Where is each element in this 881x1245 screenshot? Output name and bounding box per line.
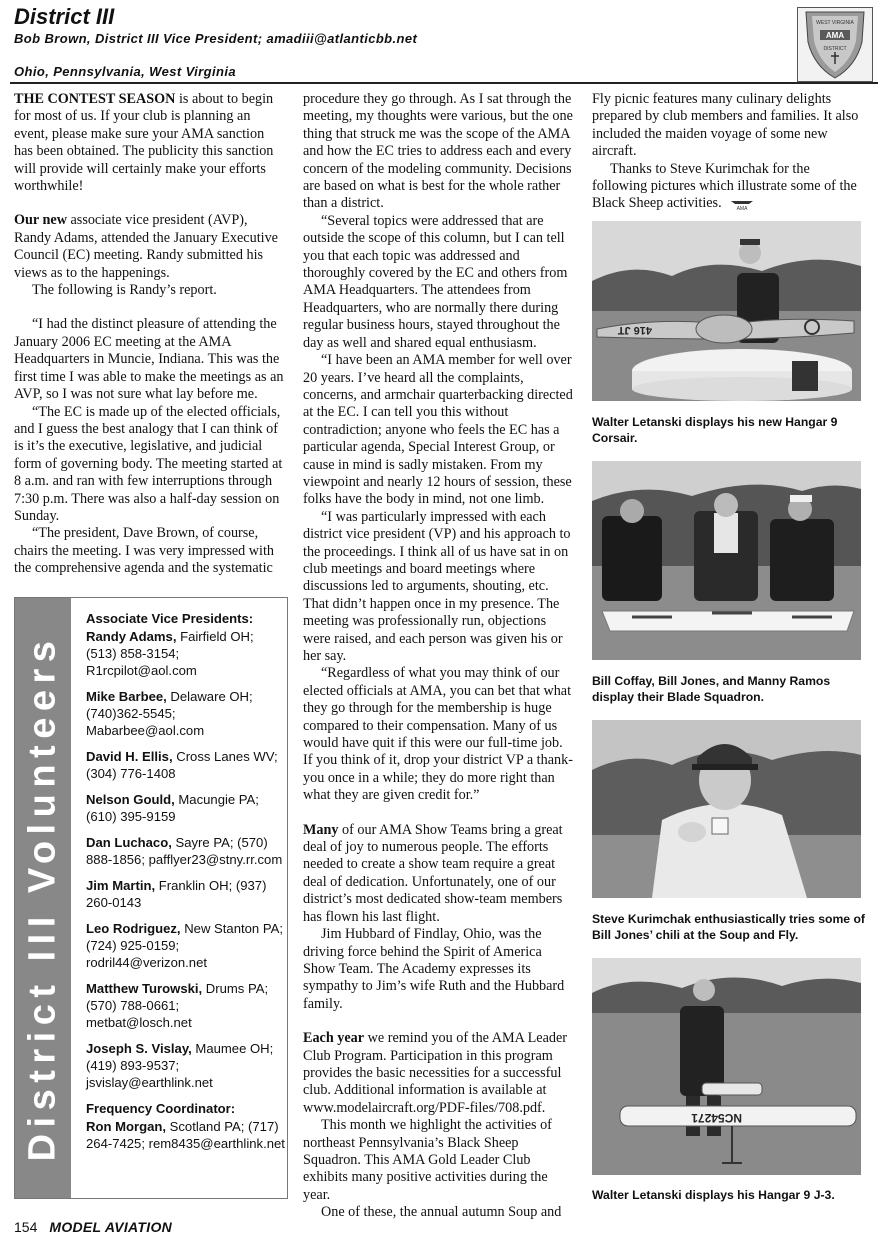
volunteers-list (86, 610, 286, 1161)
paragraph: This month we highlight the activities of northeast Pennsylvania’s Black Sheep Squadron. This AMA Gold Leader Club exhibits many positive activities during the year. (303, 1117, 552, 1203)
paragraph: One of these, the annual autumn Soup and (321, 1204, 562, 1221)
volunteer-entry: Mike Barbee, Delaware OH; (740)362-5545; Mabarbee@aol.com (86, 689, 253, 738)
district-states: Ohio, Pennsylvania, West Virginia (14, 64, 236, 79)
corsair-tail-text: 416 JT (617, 324, 652, 336)
ama-end-mark-icon (731, 198, 753, 210)
lead-in: THE CONTEST SEASON (14, 91, 176, 107)
volunteer-entry: Nelson Gould, Macungie PA; (610) 395-9159 (86, 792, 259, 824)
volunteers-box (14, 597, 288, 1199)
volunteer-entry: Jim Martin, Franklin OH; (937) 260-0143 (86, 878, 267, 910)
photo-caption: Steve Kurimchak enthusiastically tries some of Bill Jones’ chili at the Soup and Fly. (592, 912, 865, 942)
photo-chili-tasting (592, 720, 861, 898)
badge-top-text: WEST VIRGINIA (816, 20, 854, 26)
volunteer-entry: Randy Adams, Fairfield OH; (513) 858-3154; R1rcpilot@aol.com (86, 629, 254, 678)
photo-caption: Walter Letanski displays his new Hangar 9 Corsair. (592, 415, 838, 445)
volunteers-label: District III Volunteers (21, 634, 64, 1162)
photo-corsair (592, 221, 861, 401)
volunteers-sidebar (15, 598, 71, 1198)
paragraph: procedure they go through. As I sat through the meeting, my thoughts were various, but the one thing that struck me was the scope of the AMA and how the EC tries to address each and every concern of the modeling community. Decisions are based on what is best for the whole rather than a district. (303, 91, 573, 212)
paragraph: “The EC is made up of the elected officials, and I guess the best analogy that I can think of is it’s the executive, legislative, and judicial form of governing body. The meeting started at 8 a.m. and ran with few interruptions through 7:30 p.m. There was also a half-day session on Sunday. (14, 403, 283, 524)
header-divider (10, 82, 878, 84)
page-title: District III (14, 4, 115, 29)
photo-caption: Walter Letanski displays his Hangar 9 J-3. (592, 1188, 835, 1202)
paragraph: “I have been an AMA member for well over 20 years. I’ve heard all the complaints, concerns, and armchair quarterbacking directed at the EC. I can tell you this without contradiction; anyone who feels the EC has a particular agenda, Special Interest Group, or cause in mind is sadly mistaken. From my viewpoint and nearly 12 hours of session, these folks have the body in mind, not one limb. (303, 352, 573, 508)
paragraph: The following is Randy’s report. (32, 282, 217, 299)
column-3 (592, 91, 864, 213)
volunteer-entry: David H. Ellis, Cross Lanes WV; (304) 776-1408 (86, 749, 278, 781)
column-1 (14, 91, 286, 578)
paragraph: “I was particularly impressed with each district vice president (VP) and his approach to the proceedings. I think all of us have sat in on club meetings and board meetings where discussions led to arguments, shouting, etc. That didn’t happen once in my presence. The meeting was professionally run, objections were raised, and each person was given his or her say. (303, 508, 571, 664)
paragraph: “The president, Dave Brown, of course, chairs the meeting. I was very impressed with the comprehensive agenda and the systematic (14, 525, 275, 577)
paragraph (303, 822, 575, 926)
magazine-name: MODEL AVIATION (49, 1219, 173, 1235)
page-subtitle: Bob Brown, District III Vice President; amadiii@atlanticbb.net (14, 31, 418, 46)
photo-j3-cub (592, 958, 861, 1175)
paragraph (592, 161, 864, 213)
paragraph: Fly picnic features many culinary delights prepared by club members and families. It also included the maiden voyage of some new aircraft. (592, 91, 859, 160)
photo-blade-squadron (592, 461, 861, 660)
freq-heading: Frequency Coordinator: (86, 1101, 236, 1116)
volunteer-entry: Dan Luchaco, Sayre PA; (570) 888-1856; pafflyer23@stny.rr.com (86, 835, 283, 867)
page-number: 154 (14, 1219, 38, 1235)
lead-in: Each year (303, 1030, 365, 1047)
lead-in: Many (303, 821, 339, 838)
paragraph-text: associate vice president (AVP), Randy Adams, attended the January Executive Council (EC) meeting. Randy submitted his views as to the happenings. (14, 212, 278, 281)
paragraph-text: we remind you of the AMA Leader Club Program. Participation in this program provides the basic necessities for a successful club. Additional information is available at www.modelaircraft.org/PDF-files/708.pdf. (303, 1030, 567, 1116)
paragraph (14, 91, 286, 195)
badge-side-text: DISTRICT (823, 46, 847, 52)
column-2 (303, 91, 575, 1222)
paragraph-text: of our AMA Show Teams bring a great deal of joy to numerous people. The efforts needed to create a show team require a great deal of dedication. Unfortunately, one of our district’s most dedicated show-team members has flown his last flight. (303, 821, 563, 925)
district-badge-graphic (798, 8, 872, 81)
district-badge (797, 7, 873, 82)
svg-text:AMA: AMA (736, 206, 748, 211)
paragraph: “Several topics were addressed that are outside the scope of this column, but I can tell you that each topic was addressed and thoroughly covered by the EC and others from AMA Headquarters. The attendees from Headquarters, who are normally there during regular business hours, stayed throughout the day as well and shared equal enthusiasm. (303, 212, 568, 351)
paragraph: “Regardless of what you may think of our elected officials at AMA, you can bet that what they go through for the membership is huge compared to their compensation. Many of us would have quit if this were our full-time job. If you think of it, drop your district VP a thank-you once in a while; they do more right than what they are given credit for.” (303, 665, 573, 804)
photo-caption: Bill Coffay, Bill Jones, and Manny Ramos display their Blade Squadron. (592, 674, 831, 704)
avp-heading: Associate Vice Presidents: (86, 611, 254, 626)
volunteer-entry: Matthew Turowski, Drums PA; (570) 788-0661; metbat@losch.net (86, 981, 269, 1030)
paragraph: Jim Hubbard of Findlay, Ohio, was the driving force behind the Spirit of America Show Team. The Academy expresses its sympathy to Jim’s wife Ruth and the Hubbard family. (303, 926, 565, 1012)
lead-in: Our new (14, 212, 67, 229)
volunteer-entry: Ron Morgan, Scotland PA; (717) 264-7425; rem8435@earthlink.net (86, 1119, 285, 1151)
volunteer-entry: Leo Rodriguez, New Stanton PA; (724) 925-0159; rodril44@verizon.net (86, 921, 283, 970)
paragraph (303, 1030, 575, 1117)
page-footer (14, 1219, 172, 1235)
paragraph-text: Thanks to Steve Kurimchak for the following pictures which illustrate some of the Black Sheep activities. (592, 160, 857, 212)
paragraph (14, 212, 286, 282)
volunteer-entry: Joseph S. Vislay, Maumee OH; (419) 893-9537; jsvislay@earthlink.net (86, 1041, 274, 1090)
paragraph-text: is about to begin for most of us. If your club is planning an event, please make sure your AMA sanction has been obtained. The publicity this sanction will provide will certainly make your efforts worthwhile! (14, 91, 274, 195)
badge-ama-text: AMA (825, 31, 845, 40)
paragraph: “I had the distinct pleasure of attending the January 2006 EC meeting at the AMA Headquarters in Muncie, Indiana. This was the first time I was able to make the meetings as an AVP, so I was not sure what lay before me. (14, 316, 284, 403)
j3-wing-text: NC54271 (691, 1111, 742, 1125)
